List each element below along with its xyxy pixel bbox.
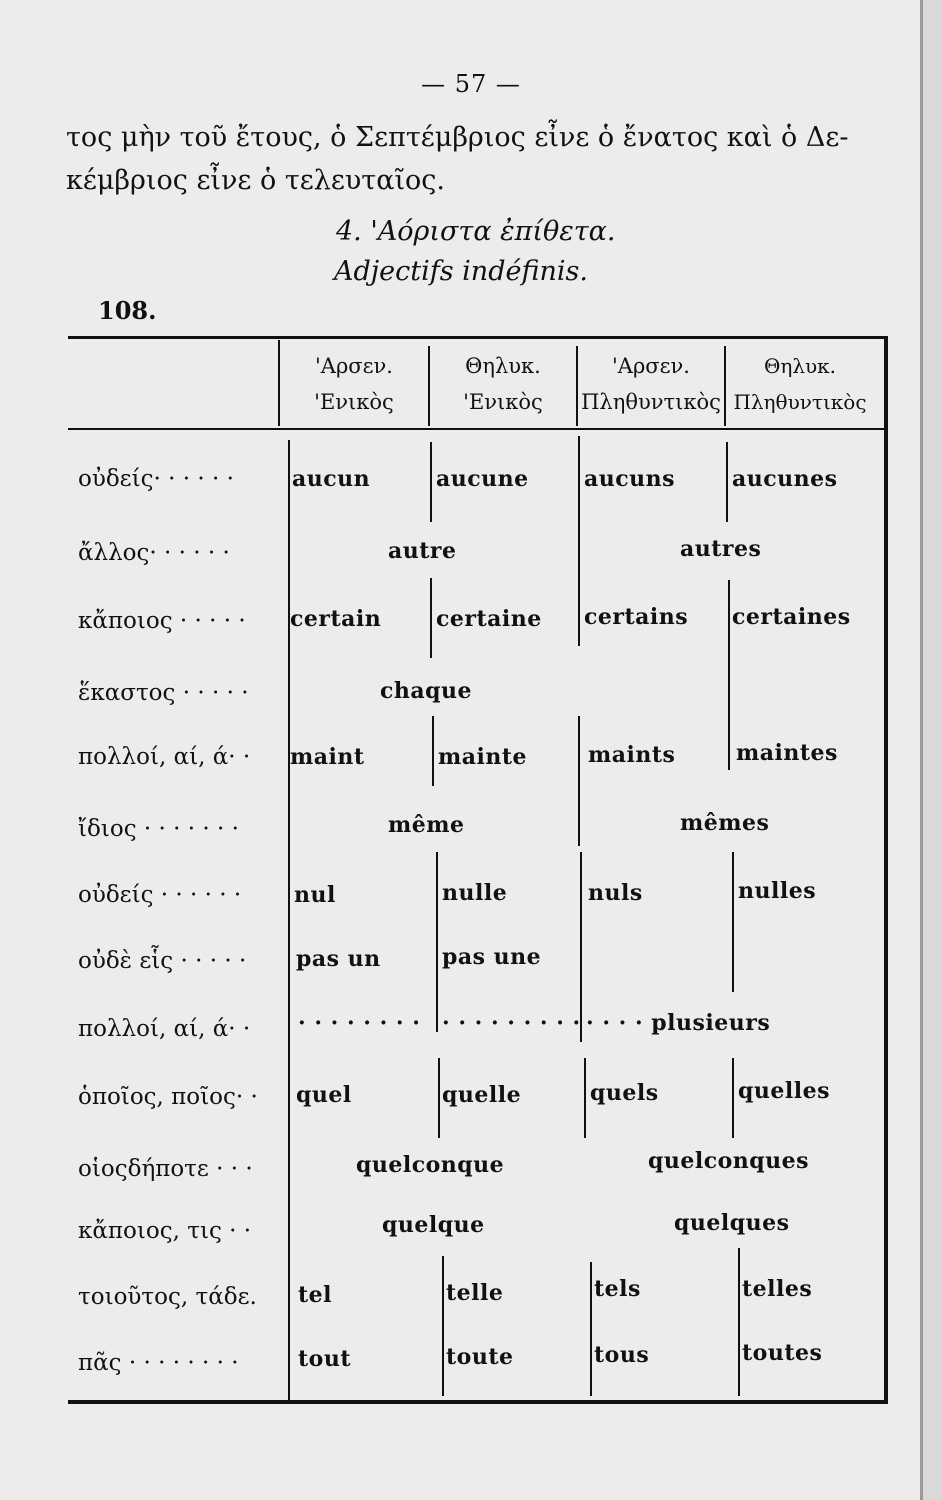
header-line: Πληθυντικὸς <box>733 390 867 414</box>
cell-plural-common: quelques <box>674 1210 790 1236</box>
cell-masc-singular: aucun <box>292 466 371 492</box>
header-line: 'Ενικὸς <box>463 390 543 414</box>
section-heading-greek: 4. 'Αόριστα ἐπίθετα. <box>336 216 616 247</box>
body-text-line: τος μὴν τοῦ ἔτους, ὁ Σεπτέμβριος εἶνε ὁ ἔνατος καὶ ὁ Δε- <box>66 122 849 153</box>
cell-plural-common: quelconques <box>648 1148 810 1174</box>
cell-masc-singular: quel <box>296 1082 352 1108</box>
column-rule <box>738 1248 740 1396</box>
header-masc-plural <box>578 348 724 420</box>
row-label: οὐδὲ εἷς · · · · · <box>78 948 247 974</box>
cell-fem-singular: aucune <box>436 466 529 492</box>
cell-singular-common: quelque <box>382 1212 485 1238</box>
cell-masc-plural: nuls <box>588 880 643 906</box>
cell-fem-plural: telles <box>742 1276 813 1302</box>
header-fem-plural <box>728 348 872 420</box>
column-rule <box>584 1058 586 1138</box>
cell-fem-singular: nulle <box>442 880 508 906</box>
header-line: Θηλυκ. <box>465 354 541 378</box>
cell-fem-singular: telle <box>446 1280 504 1306</box>
cell-masc-singular: nul <box>294 882 336 908</box>
row-label: τοιοῦτος, τάδε. <box>78 1284 257 1310</box>
header-line: 'Ενικὸς <box>314 390 394 414</box>
cell-masc-plural: maints <box>588 742 676 768</box>
row-label: οὐδείς· · · · · · <box>78 466 234 492</box>
column-rule <box>732 1058 734 1138</box>
cell-plural-common: autres <box>680 536 762 562</box>
cell-singular-common: même <box>388 812 465 838</box>
header-line: 'Αρσεν. <box>612 354 690 378</box>
row-label: οὐδείς · · · · · · <box>78 882 242 908</box>
column-rule <box>578 586 580 646</box>
column-rule <box>436 852 438 1032</box>
cell-singular-common: chaque <box>380 678 473 704</box>
column-rule <box>732 852 734 992</box>
cell-masc-plural: tels <box>594 1276 641 1302</box>
row-label: κἄποιος, τις · · <box>78 1218 252 1244</box>
cell-fem-singular: mainte <box>438 744 528 770</box>
column-rule <box>432 716 434 786</box>
header-fem-singular <box>432 348 574 420</box>
row-label: οἱοςδήποτε · · · <box>78 1156 253 1182</box>
cell-masc-singular: pas un <box>296 946 381 972</box>
cell-fem-plural: aucunes <box>732 466 838 492</box>
row-label: ὁποῖος, ποῖος· · <box>78 1084 258 1110</box>
column-rule <box>430 442 432 522</box>
header-line: Θηλυκ. <box>763 354 837 378</box>
header-masc-singular <box>282 348 426 420</box>
cell-fem-plural: maintes <box>736 740 838 766</box>
column-rule <box>590 1262 592 1396</box>
cell-masc-singular: tel <box>298 1282 333 1308</box>
header-line: 'Αρσεν. <box>315 354 393 378</box>
row-label: πᾶς · · · · · · · · <box>78 1350 239 1376</box>
cell-fem-plural: quelles <box>738 1078 830 1104</box>
cell-masc-plural: aucuns <box>584 466 676 492</box>
cell-masc-singular: tout <box>298 1346 351 1372</box>
cell-plural-common: mêmes <box>680 810 770 836</box>
cell-fem-singular: · · · · · · · · · <box>442 1010 581 1036</box>
row-label: πολλοί, αί, ά· · <box>78 744 251 770</box>
section-heading-french: Adjectifs indéfinis. <box>334 256 588 287</box>
header-rule <box>68 428 884 430</box>
cell-masc-plural: tous <box>594 1342 650 1368</box>
label-column-rule <box>288 440 290 1400</box>
cell-masc-singular: maint <box>290 744 365 770</box>
row-label: ἄλλος· · · · · · <box>78 540 230 566</box>
cell-fem-plural: nulles <box>738 878 817 904</box>
cell-plural-common: · · · · plusieurs <box>586 1010 771 1036</box>
cell-masc-singular: · · · · · · · · <box>298 1010 421 1036</box>
cell-masc-plural: quels <box>590 1080 659 1106</box>
cell-masc-plural: certains <box>584 604 689 630</box>
row-label: πολλοί, αί, ά· · <box>78 1016 251 1042</box>
column-rule <box>728 580 730 770</box>
cell-masc-singular: certain <box>290 606 382 632</box>
body-text-line: κέμβριος εἶνε ὁ τελευταῖος. <box>66 165 445 196</box>
column-rule <box>438 1058 440 1138</box>
cell-singular-common: quelconque <box>356 1152 505 1178</box>
page-number: — 57 — <box>421 70 521 98</box>
row-label: ἴδιος · · · · · · · <box>78 816 239 842</box>
cell-fem-singular: pas une <box>442 944 542 970</box>
section-number: 108. <box>98 296 157 325</box>
cell-fem-singular: certaine <box>436 606 542 632</box>
row-label: ἕκαστος · · · · · <box>78 680 249 706</box>
header-line: Πληθυντικὸς <box>581 390 721 414</box>
cell-fem-plural: certaines <box>732 604 851 630</box>
column-rule <box>278 340 280 426</box>
column-rule <box>578 436 580 586</box>
column-rule <box>430 578 432 658</box>
cell-singular-common: autre <box>388 538 457 564</box>
column-rule <box>726 442 728 522</box>
cell-fem-plural: toutes <box>742 1340 823 1366</box>
cell-fem-singular: quelle <box>442 1082 522 1108</box>
column-rule <box>442 1256 444 1396</box>
column-rule <box>428 346 430 426</box>
column-rule <box>724 346 726 426</box>
row-label: κἄποιος · · · · · <box>78 608 246 634</box>
cell-fem-singular: toute <box>446 1344 514 1370</box>
column-rule <box>578 716 580 846</box>
